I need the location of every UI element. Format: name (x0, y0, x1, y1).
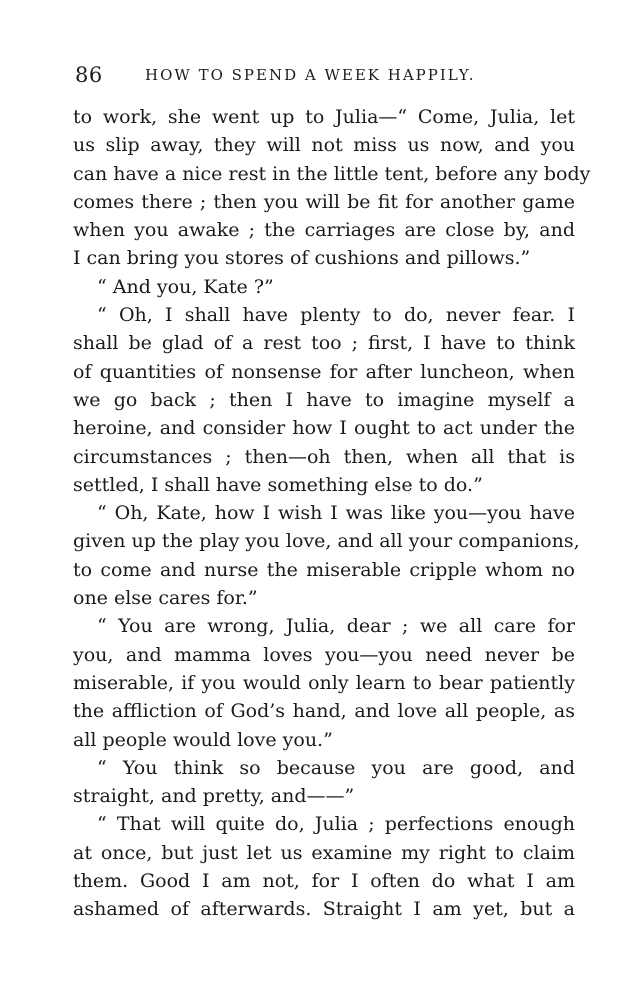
page-body (73, 103, 591, 924)
running-title: HOW TO SPEND A WEEK HAPPILY. (145, 66, 476, 84)
text-line: “ You think so because you are good, and (97, 756, 575, 779)
text-line: when you awake ; the carriages are close by, and (73, 219, 575, 242)
text-line: all people would love you.” (73, 728, 333, 751)
text-line: “ Oh, I shall have plenty to do, never fear. I (97, 304, 575, 327)
text-line: to come and nurse the miserable cripple whom no (73, 558, 575, 581)
text-line: them. Good I am not, for I often do what I am (73, 870, 575, 893)
text-line: comes there ; then you will be fit for another game (73, 190, 575, 213)
text-line: given up the play you love, and all your companions, (73, 530, 580, 553)
text-line: settled, I shall have something else to do.” (73, 473, 483, 496)
text-line: miserable, if you would only learn to bear patiently (73, 671, 575, 694)
text-line: shall be glad of a rest too ; first, I have to think (73, 332, 575, 355)
text-line: “ You are wrong, Julia, dear ; we all care for (97, 615, 575, 638)
text-line: ashamed of afterwards. Straight I am yet, but a (73, 898, 575, 921)
text-line: “ That will quite do, Julia ; perfections enough (97, 813, 575, 836)
text-line: us slip away, they will not miss us now, and you (73, 134, 575, 157)
text-line: I can bring you stores of cushions and pillows.” (73, 247, 531, 270)
text-line: one else cares for.” (73, 587, 258, 610)
text-line: can have a nice rest in the little tent, before any body (73, 162, 591, 185)
text-line: at once, but just let us examine my right to claim (73, 841, 575, 864)
text-line: the affliction of God’s hand, and love all people, as (73, 700, 575, 723)
text-line: we go back ; then I have to imagine myself a (73, 388, 575, 411)
text-line: heroine, and consider how I ought to act under the (73, 417, 575, 440)
text-line: to work, she went up to Julia—“ Come, Julia, let (73, 106, 575, 128)
text-line: of quantities of nonsense for after luncheon, when (73, 360, 575, 383)
text-line: you, and mamma loves you—you need never be (73, 643, 575, 666)
text-line: circumstances ; then—oh then, when all that is (73, 445, 575, 468)
page-header (75, 60, 575, 90)
text-line: “ Oh, Kate, how I wish I was like you—you have (97, 502, 575, 525)
text-line: straight, and pretty, and——” (73, 785, 355, 808)
text-line: “ And you, Kate ?” (97, 275, 274, 298)
page-number: 86 (75, 63, 103, 87)
